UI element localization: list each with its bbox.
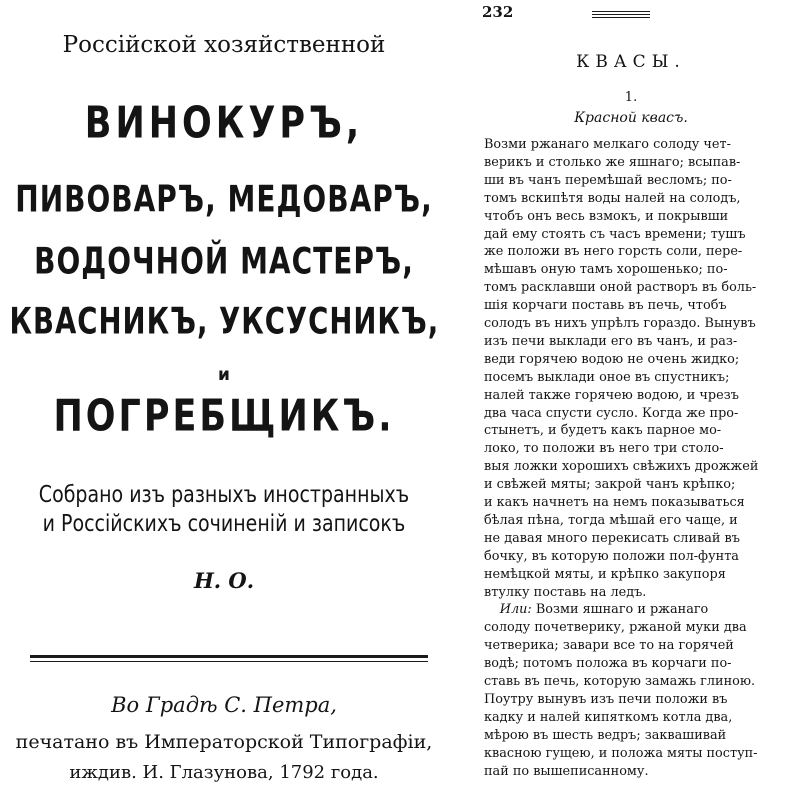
title-line-2: ВИНОКУРЪ, [84, 98, 364, 149]
body-line: мѣрою въ шесть ведръ; заквашивай [484, 727, 727, 743]
recipe-title: Красной квасъ. [574, 110, 688, 126]
section-title: КВАСЫ. [576, 52, 686, 72]
body-line: два часа спусти сусло. Когда же про- [484, 405, 739, 421]
page-number: 232 [482, 3, 514, 21]
compiled-line-1: Собрано изъ разныхъ иностранныхъ [38, 481, 410, 509]
body-line: томъ вскипѣтя воды налей на солодъ, [484, 190, 741, 206]
title-line-1: Россійской хозяйственной [62, 32, 386, 58]
title-line-3: ПИВОВАРЪ, МЕДОВАРЪ, [15, 177, 433, 221]
body-line: ставь въ печь, которую замажь глиною. [484, 674, 756, 689]
title-line-4: ВОДОЧНОЙ МАСТЕРЪ, [34, 239, 414, 283]
body-line: верикъ и столько же яшнаго; всыпав- [484, 154, 741, 170]
body-line: втулку поставь на ледъ. [484, 584, 647, 600]
body-line-variant [484, 601, 790, 619]
title-line-6: и [218, 365, 230, 385]
body-line: шія корчаги поставь въ печь, чтобъ [484, 298, 727, 314]
body-line: стынетъ, и будетъ какъ парное мо- [484, 423, 722, 439]
body-line: чтобъ онъ весь взмокъ, и покрывши [484, 208, 729, 224]
body-line: кадку и налей кипяткомъ котла два, [484, 709, 733, 725]
header-rule-1 [592, 11, 650, 12]
header-rule-2 [592, 14, 650, 15]
body-line: томъ расклавши оной растворъ въ боль- [484, 280, 757, 296]
imprint-printer: печатано въ Императорской Типографіи, [15, 731, 433, 753]
title-line-7: ПОГРЕБЩИКЪ. [53, 391, 395, 442]
compiled-line-2: и Россійскихъ сочиненій и записокъ [42, 510, 406, 538]
imprint-publisher-year: иждив. И. Глазунова, 1792 года. [69, 762, 379, 783]
double-rule-thick [30, 655, 428, 658]
author-initials: Н. О. [193, 568, 255, 593]
body-line: бѣлая пѣна, тогда мѣшай его чаще, и [484, 512, 738, 528]
body-line: четверика; завари все то на горячей [484, 638, 734, 654]
body-line: и какъ начнетъ на немъ показываться [484, 495, 745, 510]
body-line: бочку, въ которую положи пол-фунта [484, 548, 739, 564]
recipe-page [462, 0, 800, 800]
body-line: мѣшавъ оную тамъ хорошенько; по- [484, 262, 728, 278]
body-line: веди горячею водою не очень жидко; [484, 351, 740, 367]
body-line: и свѣжей мяты; закрой чанъ крѣпко; [484, 477, 736, 493]
double-rule-thin [30, 661, 428, 662]
body-line: водѣ; потомъ положа въ корчаги по- [484, 656, 732, 672]
body-line: Поутру вынувъ изъ печи положи въ [484, 691, 728, 707]
variant-text: Возми яшнаго и ржанаго [531, 602, 709, 618]
body-line: квасною гущею, и положа мяты поступ- [484, 745, 758, 761]
body-line: ши въ чанъ перемѣшай весломъ; по- [484, 172, 732, 188]
title-line-5: КВАСНИКЪ, УКСУСНИКЪ, [9, 299, 439, 343]
body-line: Возми ржанаго мелкаго солоду чет- [484, 137, 731, 152]
body-line: пай по вышеписанному. [484, 763, 649, 779]
header-rule-3 [592, 17, 650, 18]
body-line: солоду почетверику, ржаной муки два [484, 620, 747, 636]
recipe-number: 1. [624, 90, 638, 105]
body-line: дай ему стоять съ часъ времени; тушъ [484, 226, 746, 242]
body-line: немѣцкой мяты, и крѣпко закупоря [484, 566, 726, 582]
body-line: же положи въ него горсть соли, пере- [484, 244, 743, 260]
body-line: солодъ въ нихъ упрѣлъ гораздо. Вынувъ [484, 316, 756, 331]
body-line: локо, то положи въ него три столо- [484, 441, 724, 457]
body-line: посемъ выклади оное въ спустникъ; [484, 369, 730, 385]
body-line: изъ печи выклади его въ чанъ, и раз- [484, 333, 738, 349]
body-line: не давая много перекисать сливай въ [484, 530, 740, 546]
imprint-place: Во Градѣ С. Петра, [111, 693, 337, 717]
variant-label: Или: [499, 602, 532, 618]
body-line: выя ложки хорошихъ свѣжихъ дрожжей [484, 459, 759, 475]
body-line: налей также горячею водою, и чрезъ [484, 387, 739, 403]
